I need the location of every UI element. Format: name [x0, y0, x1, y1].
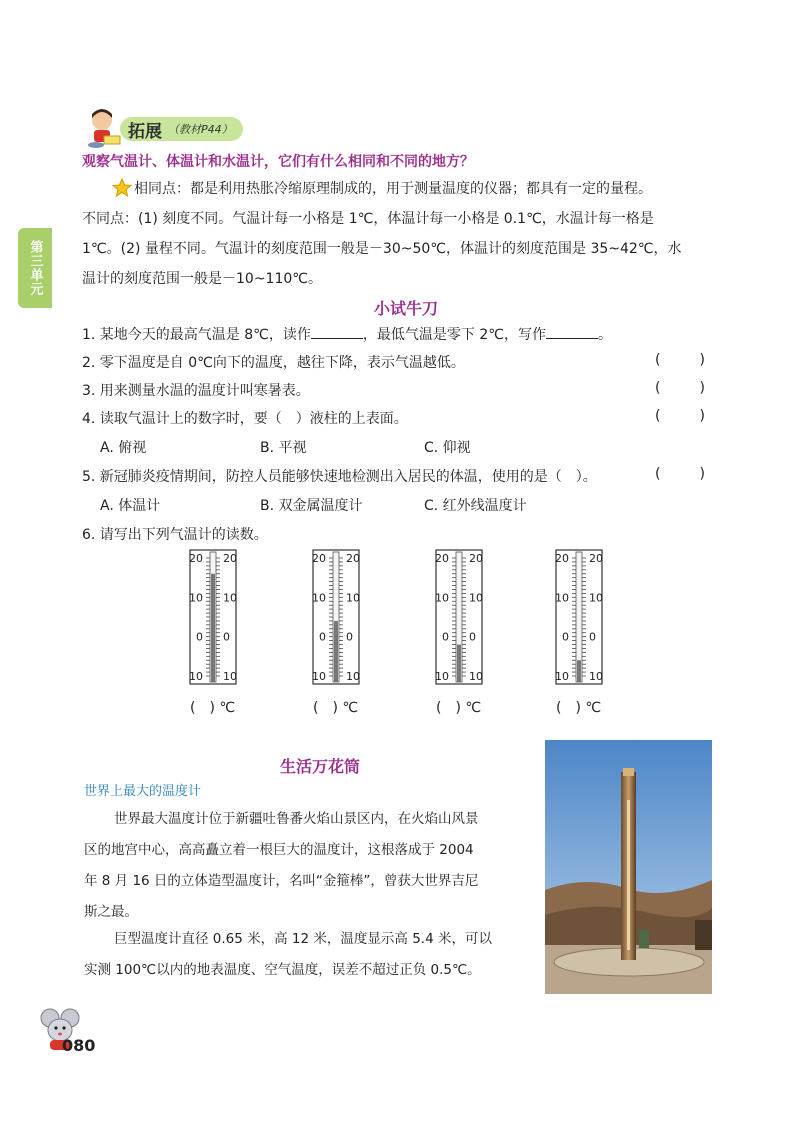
thermometer-3-label-left-10: 10 [435, 670, 449, 683]
therm-answer-2[interactable]: ( ) ℃ [313, 700, 359, 716]
thermometer-3-label-left-10: 10 [435, 591, 449, 605]
thermometer-2-label-left-10: 10 [312, 670, 326, 683]
q4-option-b[interactable]: B. 平视 [260, 440, 307, 456]
life-para1-line-4: 斯之最。 [84, 904, 138, 920]
tuozhan-question: 观察气温计、体温计和水温计，它们有什么相同和不同的地方？ [82, 154, 474, 170]
star-icon [112, 178, 132, 198]
q4-option-c[interactable]: C. 仰视 [424, 440, 471, 456]
reading-kid-icon [84, 106, 124, 148]
practice-title: 小试牛刀 [374, 299, 439, 318]
therm-answer-4[interactable]: ( ) ℃ [556, 700, 602, 716]
q4-option-a[interactable]: A. 俯视 [100, 440, 147, 456]
thermometer-4-label-left-10: 10 [555, 591, 569, 605]
q1-part-c: 。 [597, 327, 612, 343]
thermometer-2-label-left-10: 10 [312, 591, 326, 605]
life-para1-line-1: 世界最大温度计位于新疆吐鲁番火焰山景区内，在火焰山风景 [114, 811, 479, 827]
q1-blank-1[interactable] [311, 325, 363, 339]
thermometer-1-label-left-0: 0 [196, 630, 203, 644]
question-5: 5. 新冠肺炎疫情期间，防控人员能够快速地检测出入居民的体温，使用的是（ ）。 [82, 469, 597, 485]
thermometer-2-label-left-20: 20 [312, 552, 326, 565]
life-subtitle: 世界上最大的温度计 [84, 784, 202, 799]
q5-option-b[interactable]: B. 双金属温度计 [260, 498, 363, 514]
thermometer-4-label-right-10: 10 [589, 591, 603, 605]
therm-answer-3[interactable]: ( ) ℃ [436, 700, 482, 716]
answer-line-2: 不同点：(1) 刻度不同。气温计每一小格是 1℃，体温计每一小格是 0.1℃，水温计每一格是 [82, 211, 654, 227]
life-para1-line-2: 区的地宫中心，高高矗立着一根巨大的温度计，这根落成于 2004 [84, 842, 474, 858]
answer-line-1: 相同点：都是利用热胀冷缩原理制成的，用于测量温度的仪器；都具有一定的量程。 [134, 181, 652, 197]
tuozhan-title: 拓展 [128, 121, 162, 142]
question-6: 6. 请写出下列气温计的读数。 [82, 527, 268, 543]
page-number: 080 [62, 1036, 96, 1055]
thermometer-1-label-left-10: 10 [189, 591, 203, 605]
life-para2-line-2: 实测 100℃以内的地表温度、空气温度，误差不超过正负 0.5℃。 [84, 962, 481, 978]
thermometer-3-liquid [457, 645, 461, 682]
unit-side-tab: 第三单元 [18, 228, 52, 308]
giant-thermometer-photo [545, 740, 712, 994]
thermometer-4-label-left-0: 0 [562, 630, 569, 644]
q1-part-b: ，最低气温是零下 2℃，写作 [362, 327, 546, 343]
q3-answer-paren[interactable]: ( ) [655, 380, 705, 396]
thermometer-1-label-right-10: 10 [223, 591, 237, 605]
thermometer-4-label-left-10: 10 [555, 670, 569, 683]
thermometer-group [170, 548, 630, 690]
question-1 [82, 324, 612, 344]
thermometer-2-label-right-10: 10 [346, 670, 360, 683]
q4-answer-paren[interactable]: ( ) [655, 408, 705, 424]
answer-line-3: 1℃。(2) 量程不同。气温计的刻度范围一般是－30~50℃，体温计的刻度范围是 35~42℃，水 [82, 241, 682, 257]
life-para2-line-1: 巨型温度计直径 0.65 米，高 12 米，温度显示高 5.4 米，可以 [114, 931, 492, 947]
thermometer-1-label-right-10: 10 [223, 670, 237, 683]
question-4: 4. 读取气温计上的数字时，要（ ）液柱的上表面。 [82, 411, 408, 427]
q5-option-a[interactable]: A. 体温计 [100, 498, 161, 514]
tuozhan-badge [120, 117, 243, 141]
life-para1-line-3: 年 8 月 16 日的立体造型温度计，名叫“金箍棒”，曾获大世界吉尼 [84, 873, 479, 889]
thermometer-1-liquid [211, 574, 215, 682]
thermometer-1-label-left-20: 20 [189, 552, 203, 565]
life-title: 生活万花筒 [280, 757, 361, 776]
answer-line-4: 温计的刻度范围一般是－10~110℃。 [82, 271, 322, 287]
thermometer-2-liquid [334, 621, 338, 682]
thermometer-2-label-right-10: 10 [346, 591, 360, 605]
thermometer-2-label-right-20: 20 [346, 552, 360, 565]
q5-answer-paren[interactable]: ( ) [655, 466, 705, 482]
thermometer-4-label-right-10: 10 [589, 670, 603, 683]
thermometer-4-label-right-0: 0 [589, 630, 596, 644]
thermometer-1-label-right-0: 0 [223, 630, 230, 644]
thermometer-4-liquid [577, 660, 581, 682]
thermometer-1-label-right-20: 20 [223, 552, 237, 565]
thermometer-3-label-left-0: 0 [442, 630, 449, 644]
thermometer-1-label-left-10: 10 [189, 670, 203, 683]
thermometer-3-label-right-10: 10 [469, 670, 483, 683]
q1-part-a: 1. 某地今天的最高气温是 8℃，读作 [82, 327, 311, 343]
question-3: 3. 用来测量水温的温度计叫寒暑表。 [82, 383, 310, 399]
q5-option-c[interactable]: C. 红外线温度计 [424, 498, 527, 514]
thermometer-2-label-right-0: 0 [346, 630, 353, 644]
q2-answer-paren[interactable]: ( ) [655, 352, 705, 368]
question-2: 2. 零下温度是自 0℃向下的温度，越往下降，表示气温越低。 [82, 355, 465, 371]
therm-answer-1[interactable]: ( ) ℃ [190, 700, 236, 716]
q1-blank-2[interactable] [546, 325, 598, 339]
thermometer-4-label-right-20: 20 [589, 552, 603, 565]
thermometer-3-label-right-0: 0 [469, 630, 476, 644]
thermometer-3-label-right-10: 10 [469, 591, 483, 605]
tuozhan-ref: （教材P44） [168, 123, 233, 136]
thermometer-2-label-left-0: 0 [319, 630, 326, 644]
thermometer-3-label-left-20: 20 [435, 552, 449, 565]
thermometer-3-label-right-20: 20 [469, 552, 483, 565]
thermometer-4-label-left-20: 20 [555, 552, 569, 565]
